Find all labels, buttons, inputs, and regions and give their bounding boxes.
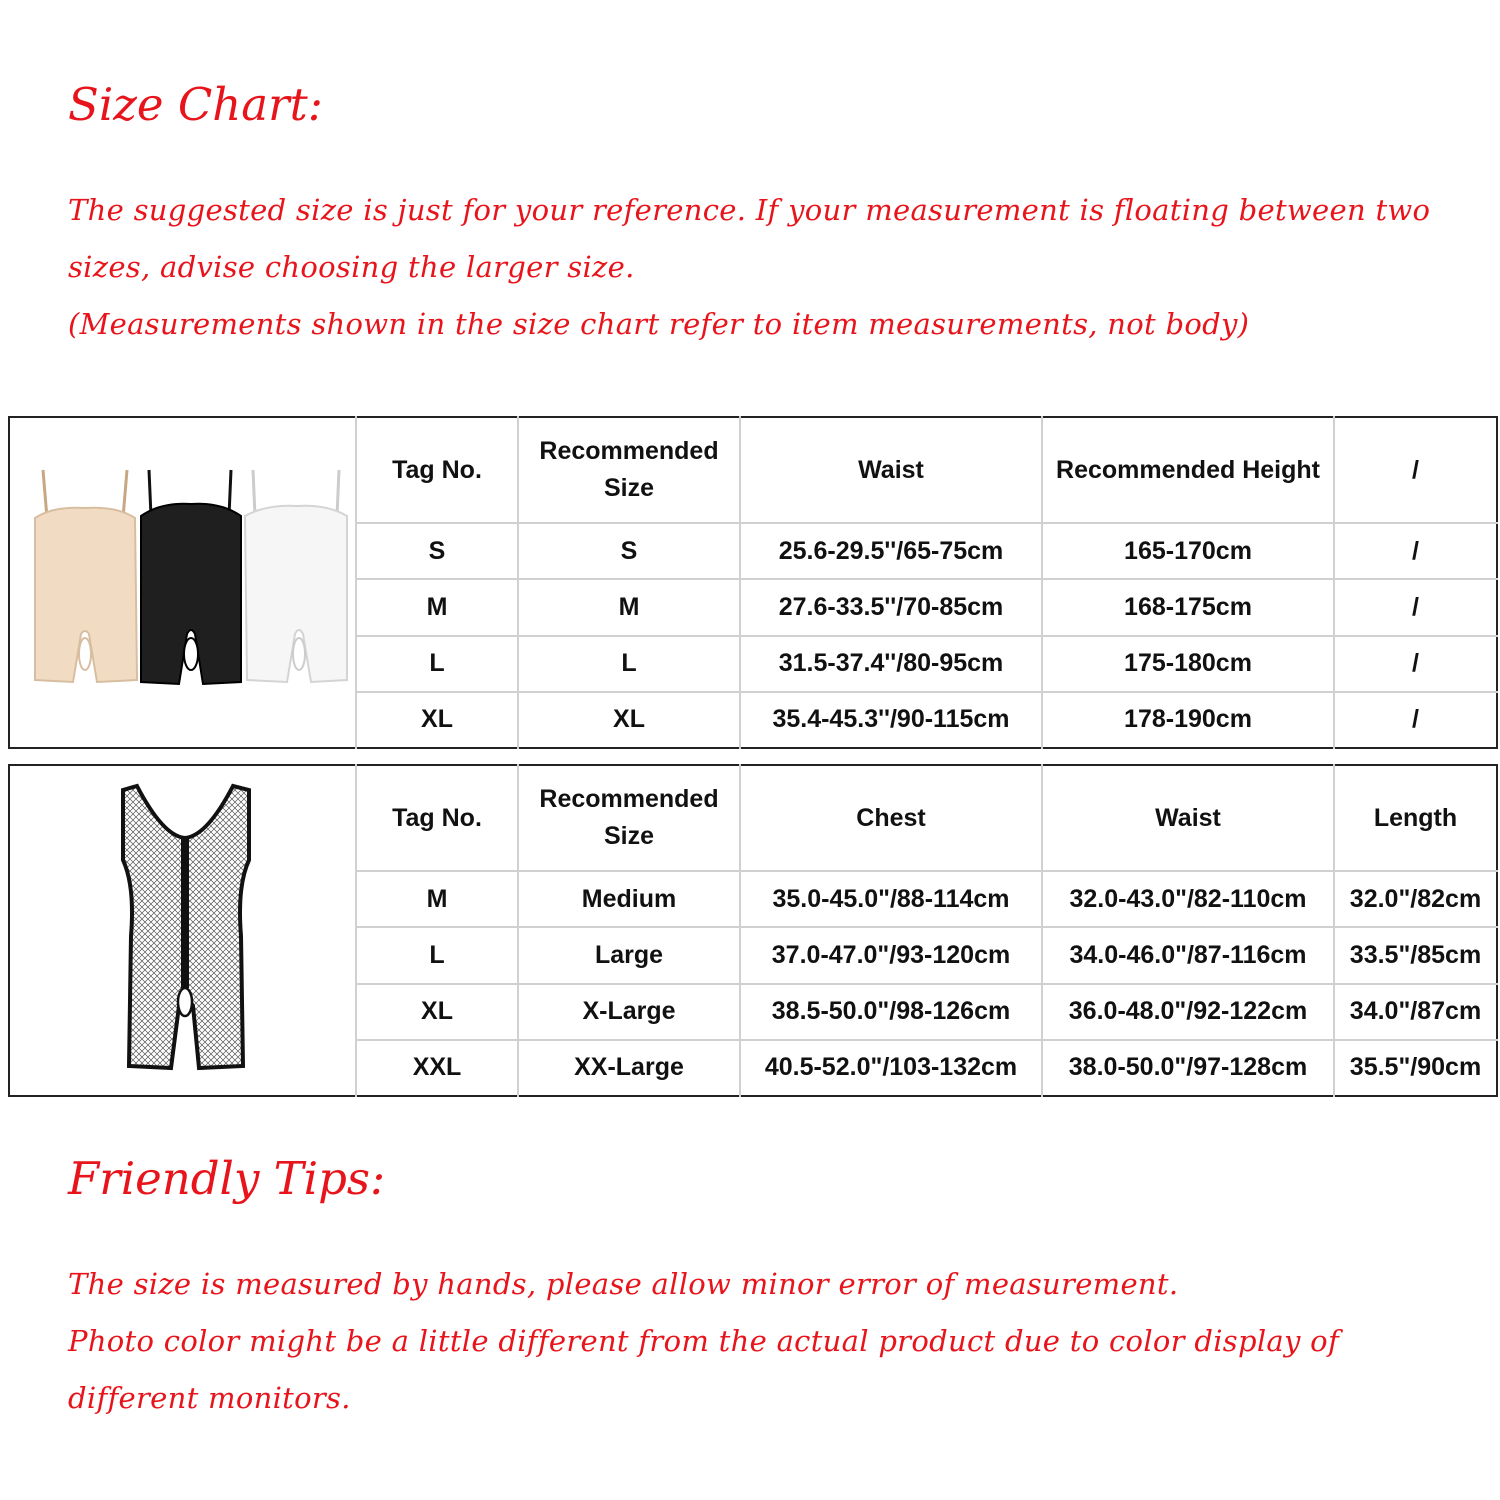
table-cell: 165-170cm [1042,523,1334,579]
table-cell: 168-175cm [1042,579,1334,635]
friendly-tips-line: The size is measured by hands, please allow minor error of measurement. [68,1267,1179,1301]
table-cell: M [356,579,518,635]
table-header-row [9,765,1497,871]
column-header-waist: Waist [740,417,1042,523]
table-cell: Large [518,927,740,983]
bodysuit-illustration [13,418,353,740]
table-cell: / [1412,705,1419,734]
white-bodysuit-image [245,470,347,682]
column-header-recommended-height: Recommended Height [1042,417,1334,523]
table-cell: 35.4-45.3''/90-115cm [740,692,1042,748]
fishnet-bodysuit-illustration [13,766,353,1088]
table-cell: 37.0-47.0"/93-120cm [740,927,1042,983]
size-chart-note-line: The suggested size is just for your reference. If your measurement is floating between two [68,193,1431,227]
column-header-chest: Chest [740,765,1042,871]
size-chart-note-line: sizes, advise choosing the larger size. [68,250,635,284]
table-cell: 35.5"/90cm [1349,1053,1482,1082]
table-cell: 34.0"/87cm [1334,984,1497,1040]
table-cell: X-Large [518,984,740,1040]
column-header-recommended-size: Recommended Size [518,765,740,871]
table-cell: M [518,579,740,635]
size-chart-title: Size Chart: [68,78,323,131]
column-header-tag-no: Tag No. [356,417,518,523]
table-cell: XL [356,692,518,748]
size-chart-note-line: (Measurements shown in the size chart refer to item measurements, not body) [68,307,1250,341]
table-cell: 32.0-43.0"/82-110cm [1042,871,1334,927]
table-cell: 178-190cm [1042,692,1334,748]
table-cell: 36.0-48.0"/92-122cm [1042,984,1334,1040]
table-cell: 27.6-33.5''/70-85cm [740,579,1042,635]
table-cell: XXL [356,1040,518,1096]
friendly-tips-note [68,1256,1339,1427]
table-cell: 32.0"/82cm [1334,871,1497,927]
friendly-tips-line: Photo color might be a little different from the actual product due to color display of [68,1324,1339,1358]
black-bodysuit-image [141,470,241,684]
size-table-2 [8,764,1498,1097]
size-chart-note [68,182,1430,353]
column-header-slash: / [1334,417,1497,523]
product-image-fishnet-bodysuit [9,765,356,1096]
table-cell: / [1334,579,1497,635]
table-cell: 25.6-29.5''/65-75cm [740,523,1042,579]
friendly-tips-line: different monitors. [68,1381,351,1415]
nude-bodysuit-image [35,470,137,682]
table-cell: XL [356,984,518,1040]
table-cell: S [518,523,740,579]
table-cell: 34.0-46.0"/87-116cm [1042,927,1334,983]
table-cell: 35.0-45.0"/88-114cm [740,871,1042,927]
table-cell: 38.0-50.0"/97-128cm [1042,1040,1334,1096]
table-cell: XL [518,692,740,748]
table-cell: / [1334,636,1497,692]
table-cell: L [356,636,518,692]
size-table-1 [8,416,1498,749]
product-image-bodysuits [9,417,356,748]
friendly-tips-title: Friendly Tips: [68,1152,386,1205]
column-header-tag-no: Tag No. [356,765,518,871]
fishnet-bodysuit-image [123,786,249,1068]
column-header-length: Length [1334,765,1497,871]
table-header-row [9,417,1497,523]
table-cell: S [356,523,518,579]
table-cell: L [356,927,518,983]
table-cell: 40.5-52.0"/103-132cm [740,1040,1042,1096]
table-cell: 33.5"/85cm [1334,927,1497,983]
table-cell: M [356,871,518,927]
table-cell: XX-Large [518,1040,740,1096]
table-cell: / [1334,523,1497,579]
table-cell: 175-180cm [1042,636,1334,692]
column-header-recommended-size: Recommended Size [518,417,740,523]
table-cell: L [518,636,740,692]
column-header-waist: Waist [1042,765,1334,871]
table-cell: 31.5-37.4''/80-95cm [740,636,1042,692]
table-cell: Medium [518,871,740,927]
table-cell: 38.5-50.0"/98-126cm [740,984,1042,1040]
